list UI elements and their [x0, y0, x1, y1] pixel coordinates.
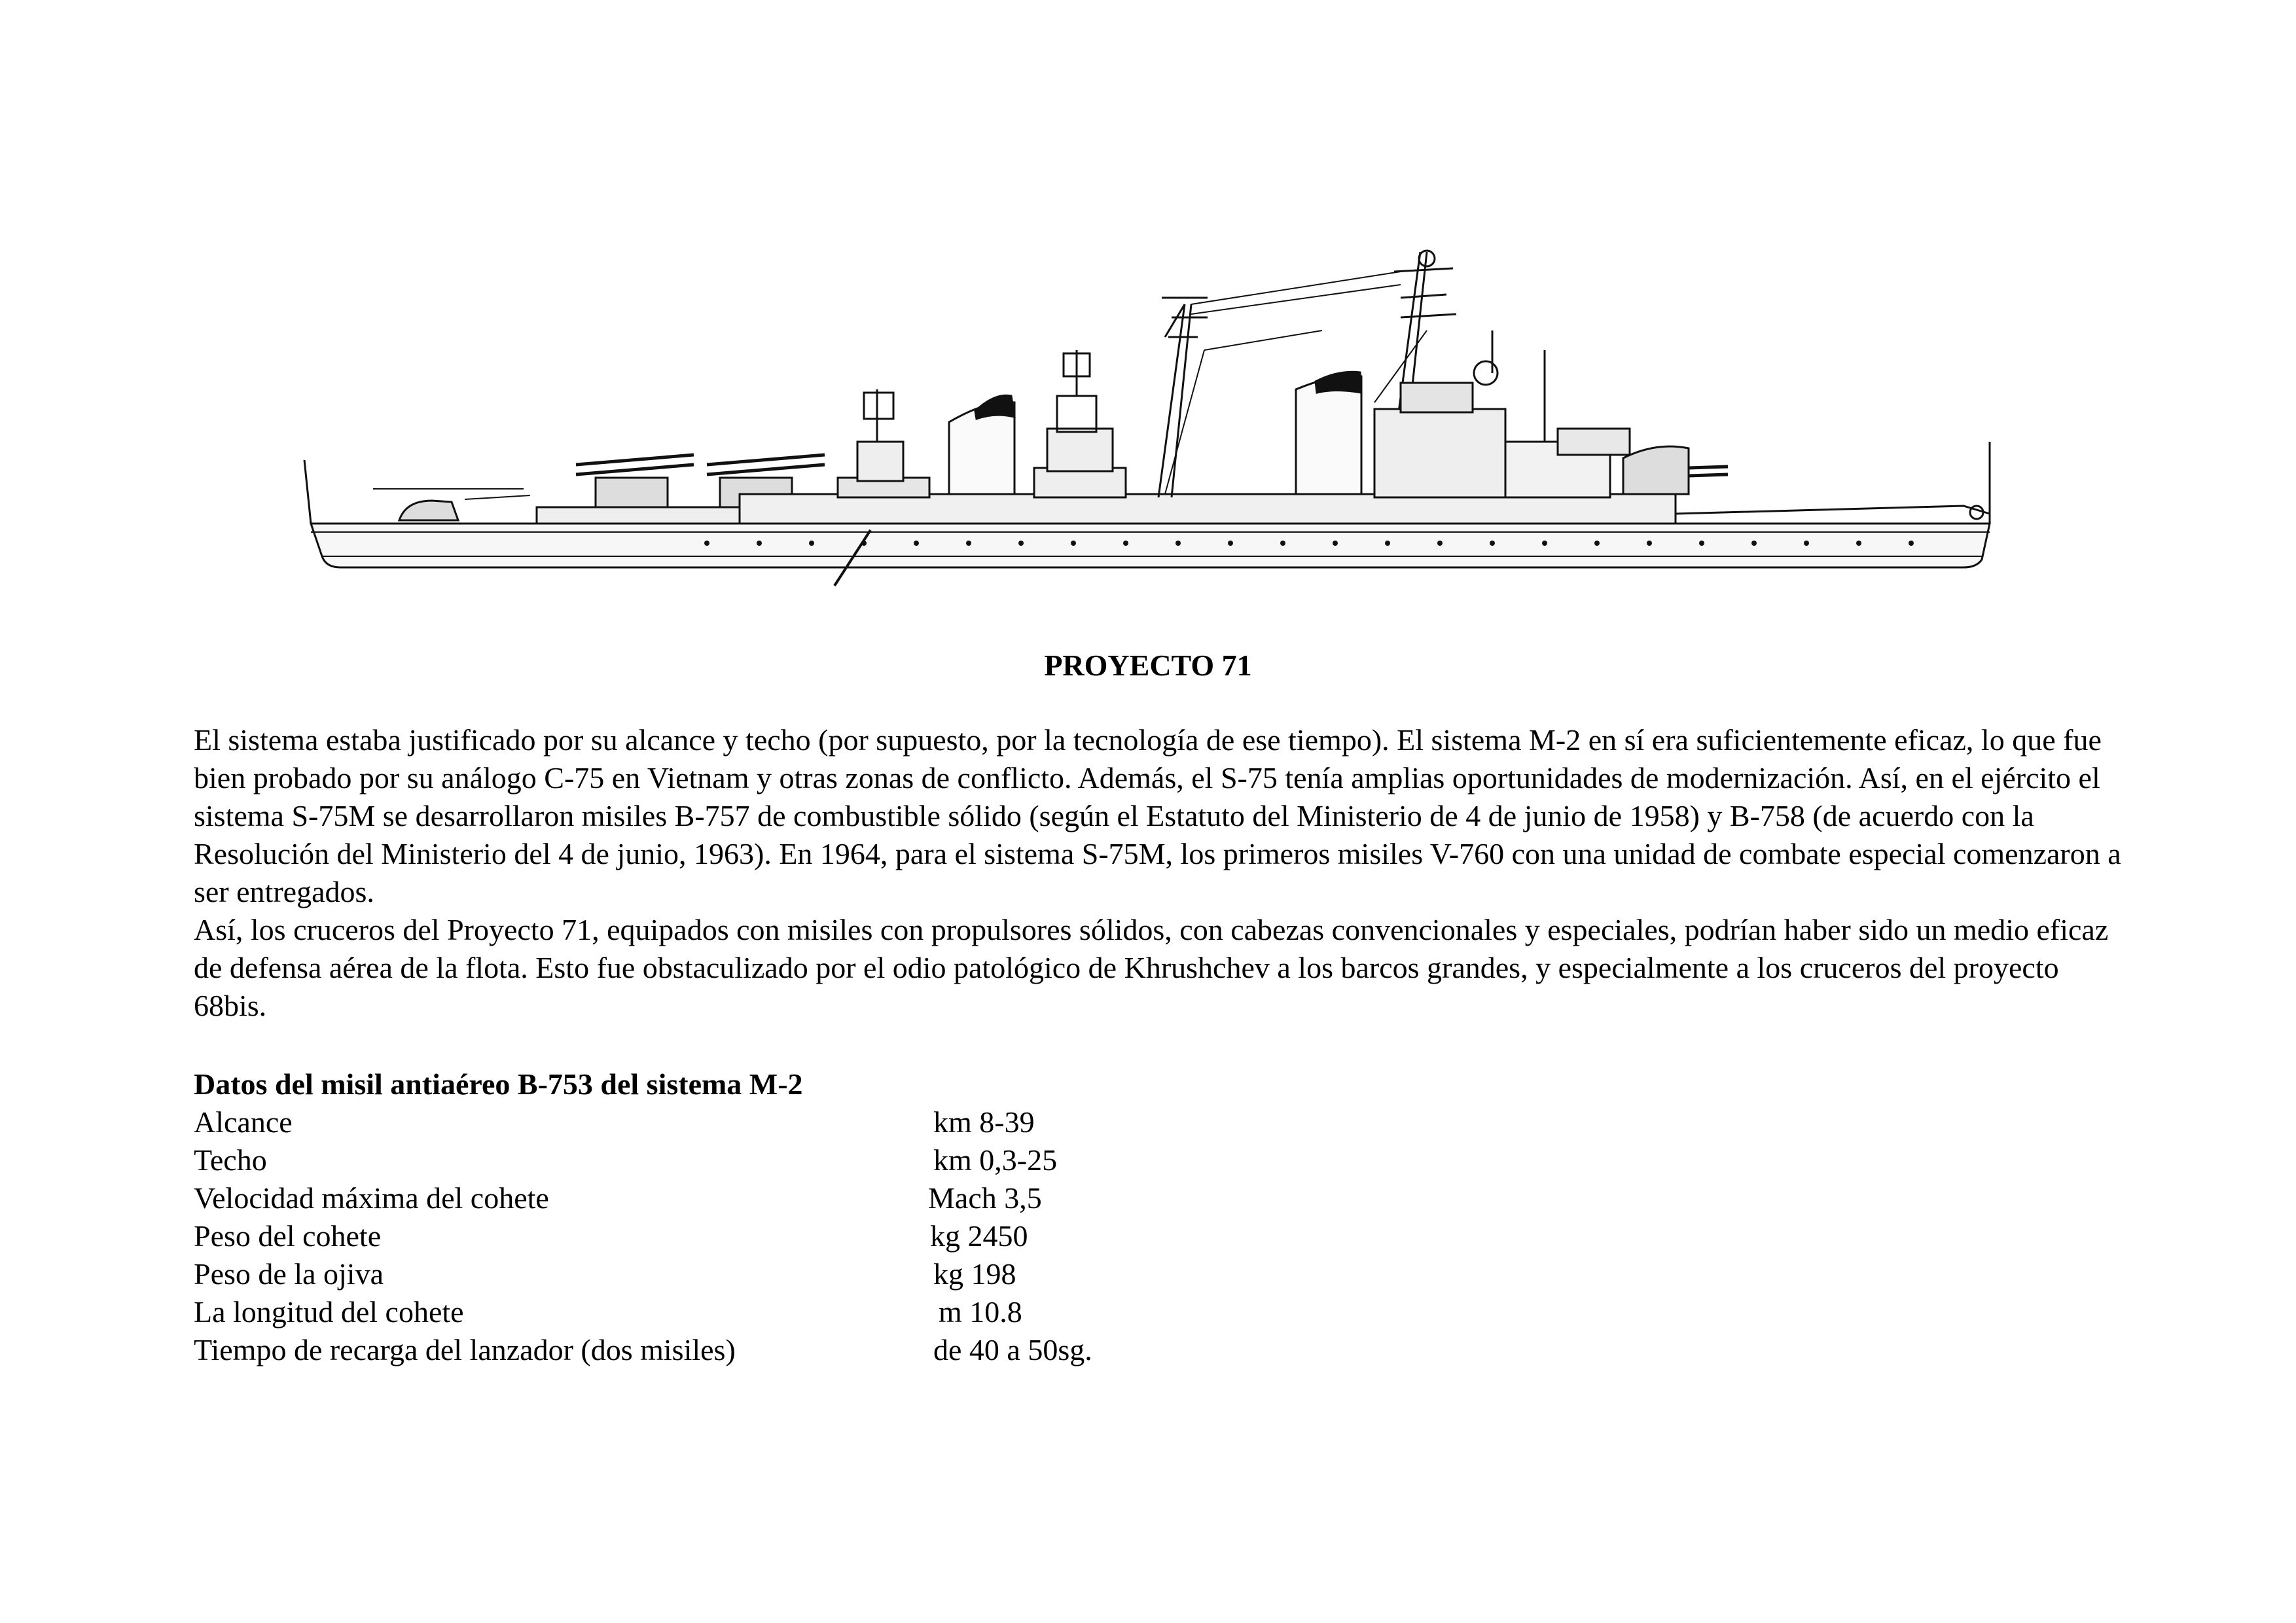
spec-label: Techo — [194, 1143, 267, 1177]
spec-value: Mach 3,5 — [928, 1181, 1042, 1215]
spec-label: La longitud del cohete — [194, 1295, 464, 1329]
spec-value: m 10.8 — [939, 1295, 1022, 1329]
spec-value: kg 2450 — [930, 1219, 1028, 1253]
paragraph-1: El sistema estaba justificado por su alcance y techo (por supuesto, por la tecnología de ese tiempo). El sistema M-2 en sí era suficientemente eficaz, lo que fue bien probado por su análogo C-75 en Vietnam y otras zonas de conflicto. Además, el S-75 tenía amplias oportunidades de modernización. Así, en el ejército el sistema S-75M se desarrollaron misiles B-757 de combustible sólido (según el Estatuto del Ministerio de 4 de junio de 1958) y B-758 (de acuerdo con la Resolución del Ministerio del 4 de junio, 1963). En 1964, para el sistema S-75M, los primeros misiles V-760 con una unidad de combate especial comenzaron a ser entregados. — [194, 723, 2121, 908]
spec-value: km 0,3-25 — [933, 1143, 1058, 1177]
spec-label: Velocidad máxima del cohete — [194, 1181, 549, 1215]
spec-label: Tiempo de recarga del lanzador (dos misiles) — [194, 1333, 736, 1366]
paragraph-2: Así, los cruceros del Proyecto 71, equipados con misiles con propulsores sólidos, con cabezas convencionales y especiales, podrían haber sido un medio eficaz de defensa aérea de la flota. Esto fue obstaculizado por el odio patológico de Khrushchev a los barcos grandes, y especialmente a los cruceros del proyecto 68bis. — [194, 913, 2109, 1022]
spec-label: Peso del cohete — [194, 1219, 382, 1253]
spec-value: kg 198 — [933, 1257, 1016, 1291]
spec-value: de 40 a 50sg. — [933, 1333, 1092, 1366]
spec-label: Peso de la ojiva — [194, 1257, 384, 1291]
spec-value: km 8-39 — [933, 1105, 1035, 1139]
spec-label: Alcance — [194, 1105, 293, 1139]
figure-title: PROYECTO 71 — [1044, 649, 1252, 682]
specs-title: Datos del misil antiaéreo B-753 del sistema M-2 — [194, 1067, 803, 1101]
body-text — [194, 721, 2131, 1025]
ship-profile-drawing — [249, 232, 2049, 651]
